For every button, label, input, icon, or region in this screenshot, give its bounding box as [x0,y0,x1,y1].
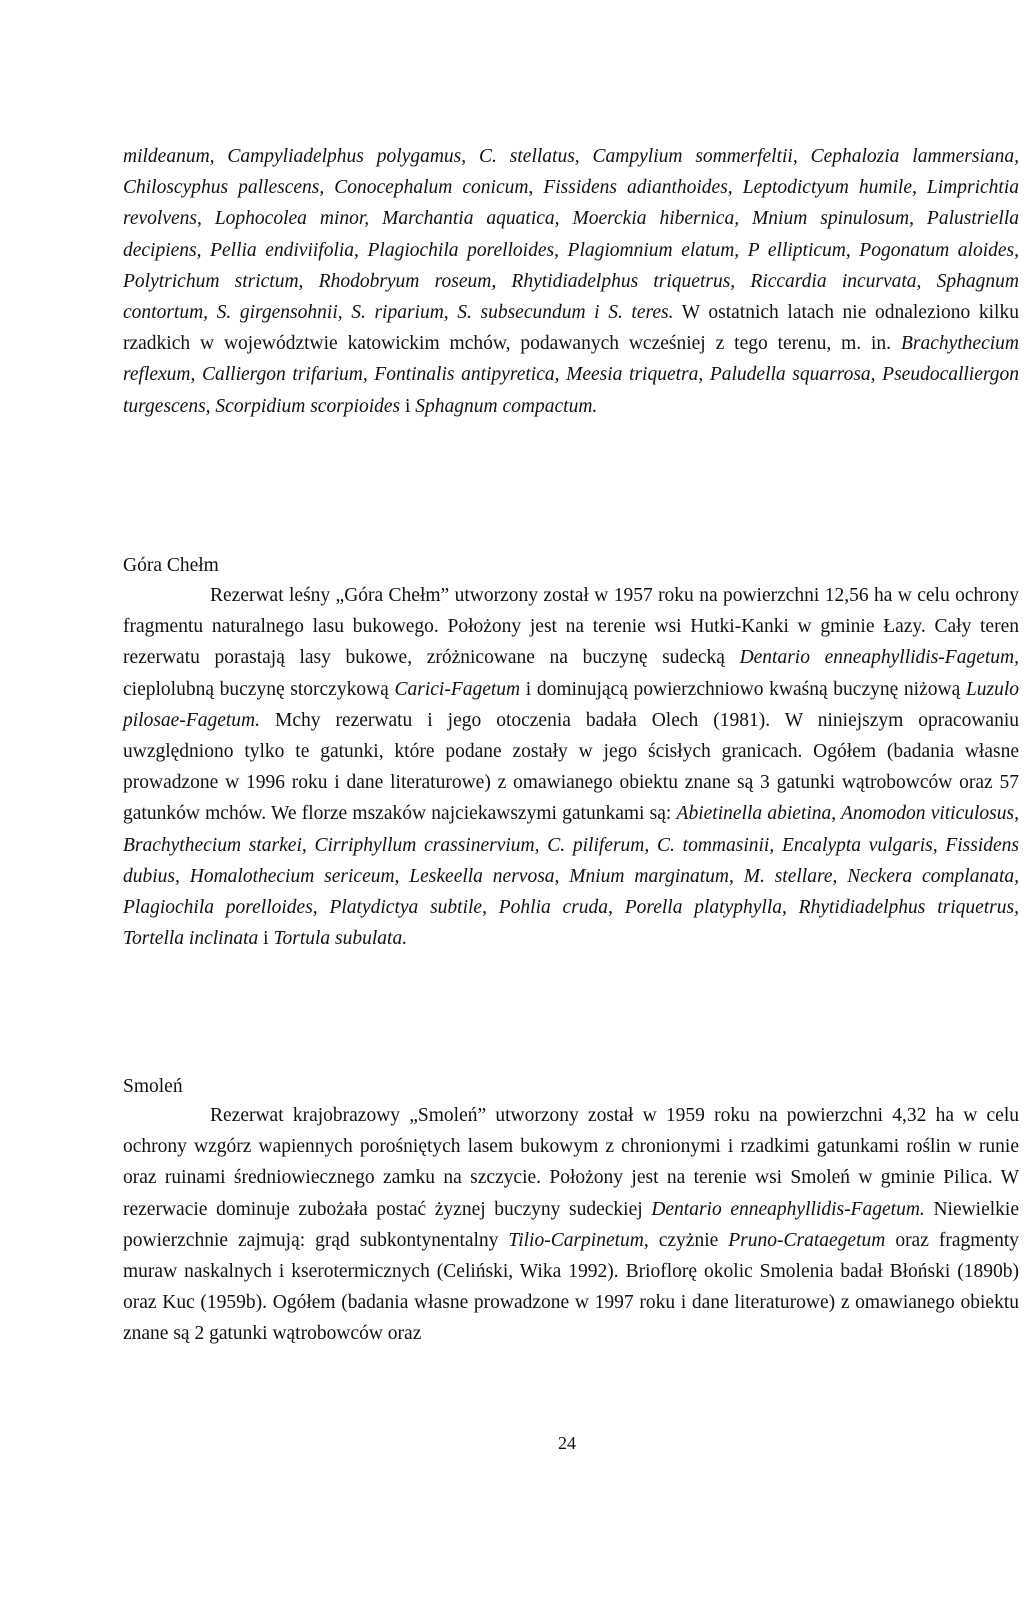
text-segment: Luzulo pilosae-Fagetum. [123,678,1019,731]
text-segment: Dentario enneaphyllidis-Fagetum. [651,1198,925,1220]
section-heading-smolen: Smoleń [123,1076,183,1097]
text-segment: czyżnie [648,1229,729,1251]
text-segment: Rezerwat krajobrazowy „Smoleń” utworzony został w 1959 roku na powierzchni 4,32 ha w celu ochrony wzgórz wapiennych porośniętych lasem bukowym z chronionymi i rzadkimi gatunkami roślin w runie oraz ruinami średniowiecznego zamku na szczycie. Położony jest na terenie wsi Smoleń w gminie Pilica. W rezerwacie dominuje zubożała postać żyznej buczyny sudeckiej [123,1105,1019,1220]
text-segment: oraz fragmenty muraw naskalnych i kserotermicznych (Celiński, Wika 1992). Brioflorę okolic Smolenia badał Błoński (1890b) oraz Kuc (1959b). Ogółem (badania własne prowadzone w 1997 roku i dane literaturowe) z omawianego obiektu znane są 2 gatunki wątrobowców oraz [123,1229,1019,1345]
text-segment: i [400,395,416,417]
text-segment: i dominującą powierzchniowo kwaśną buczynę niżową [520,678,966,700]
text-segment: cieplolubną buczynę storczykową [123,678,395,700]
text-segment: Niewielkie powierzchnie zajmują: grąd subkontynentalny [123,1198,1019,1251]
text-segment: Abietinella abietina, Anomodon viticulosus, Brachythecium starkei, Cirriphyllum crassinervium, C. piliferum, C. tommasinii, Encalypta vulgaris, Fissidens dubius, Homalothecium sericeum, Leskeella nervosa, Mnium marginatum, M. stellare, Neckera complanata, Plagiochila porelloides, Platydictya subtile, Pohlia cruda, Porella platyphylla, Rhytidiadelphus triquetrus, Tortella inclinata [123,803,1019,950]
page-number: 24 [558,1433,576,1453]
text-segment: Pruno-Crataegetum [728,1229,886,1251]
text-segment: Dentario enneaphyllidis-Fagetum, [739,647,1019,669]
text-segment: Mchy rezerwatu i jego otoczenia badała Olech (1981). W niniejszym opracowaniu uwzględniono tylko te gatunki, które podane zostały w jego ścisłych granicach. Ogółem (badania własne prowadzone w 1996 roku i dane literaturowe) z omawianego obiektu znane są 3 gatunki wątrobowców oraz 57 gatunków mchów. We florze mszaków najciekawszymi gatunkami są: [123,709,1019,825]
text-segment: i [258,928,274,950]
text-segment: mildeanum, Campyliadelphus polygamus, C. stellatus, Campylium sommerfeltii, Cephalozia lammersiana, Chiloscyphus pallescens, Conocephalum conicum, Fissidens adianthoides, Leptodictyum humile, Limprichtia revolvens, Lophocolea minor, Marchantia aquatica, Moerckia hibernica, Mnium spinulosum, Palustriella decipiens, Pellia endiviifolia, Plagiochila porelloides, Plagiomnium elatum, P ellipticum, Pogonatum aloides, Polytrichum strictum, Rhodobryum roseum, Rhytidiadelphus triquetrus, Riccardia incurvata, Sphagnum contortum, S. girgensohnii, S. riparium, S. subsecundum i S. teres. [123,146,1019,324]
section-heading-gora-chelm: Góra Chełm [123,555,219,576]
text-segment: Sphagnum compactum. [415,395,598,417]
text-segment: Tilio-Carpinetum, [508,1229,649,1251]
text-segment: W ostatnich latach nie odnaleziono kilku rzadkich w województwie katowickim mchów, podawanych wcześniej z tego terenu, m. in. [123,302,1019,355]
paragraph-gora-chelm [123,580,1019,954]
text-segment: Tortula subulata. [273,928,408,950]
paragraph-smolen [123,1100,1019,1350]
text-segment: Carici-Fagetum [394,678,521,700]
text-segment: Brachythecium reflexum, Calliergon trifarium, Fontinalis antipyretica, Meesia triquetra, Paludella squarrosa, Pseudocalliergon turgescens, Scorpidium scorpioides [123,333,1019,417]
paragraph-species-list [123,141,1019,422]
text-segment: Rezerwat leśny „Góra Chełm” utworzony został w 1957 roku na powierzchni 12,56 ha w celu ochrony fragmentu naturalnego lasu bukowego. Położony jest na terenie wsi Hutki-Kanki w gminie Łazy. Cały teren rezerwatu porastają lasy bukowe, zróżnicowane na buczynę sudecką [123,585,1019,669]
